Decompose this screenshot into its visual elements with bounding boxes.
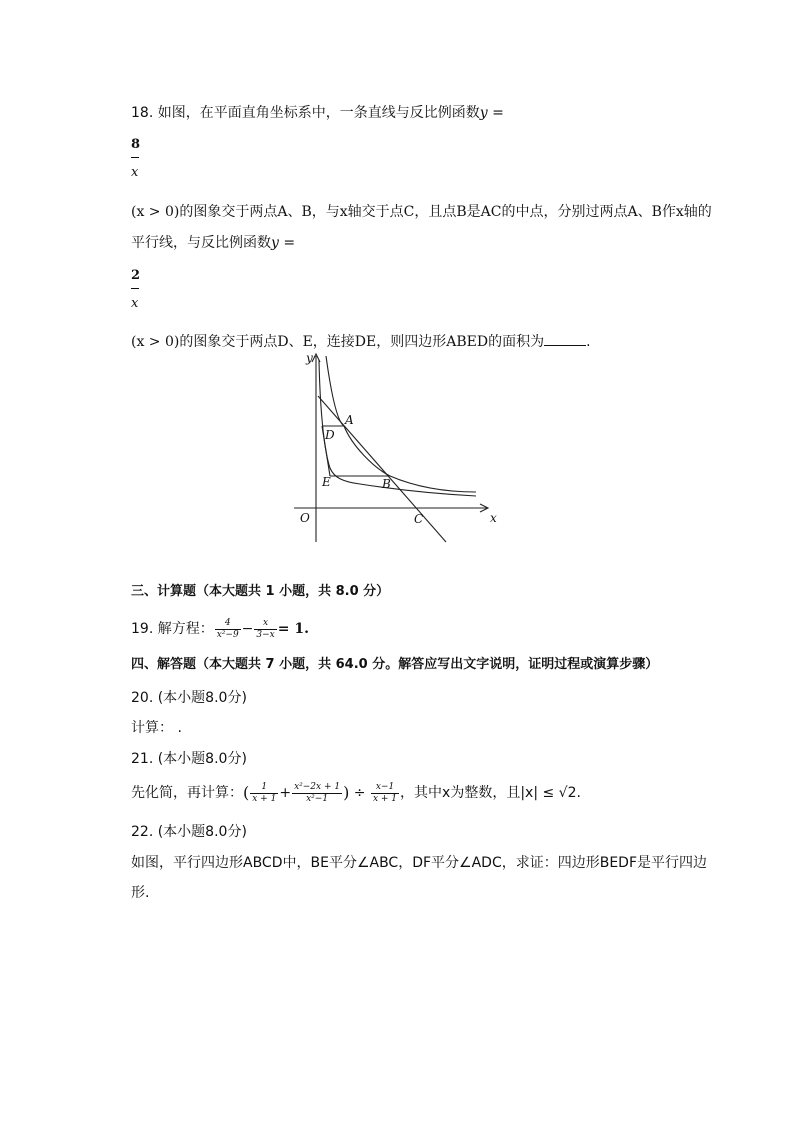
q21-frac3-num: x−1 — [371, 782, 399, 794]
frac1-numerator: 8 — [131, 137, 141, 152]
q21-plus: + — [279, 785, 292, 801]
q21-prefix: 先化简，再计算： — [131, 785, 243, 801]
q19-frac2 — [254, 618, 276, 641]
answer-blank[interactable] — [544, 333, 586, 346]
q19-frac1 — [215, 618, 241, 641]
q18-y-eq: y = — [479, 105, 504, 121]
q18-text4: (x > 0)的图象交于两点D、E，连接DE，则四边形ABED的面积为 — [131, 334, 545, 350]
q21-frac3-den: x + 1 — [372, 793, 398, 804]
frac1-denominator: x — [131, 165, 139, 180]
label-c: C — [414, 512, 424, 526]
frac2-denominator: x — [131, 296, 139, 311]
q18-line3 — [131, 234, 295, 252]
q21-left-paren: ( — [243, 783, 250, 802]
q18-y-eq2: y = — [271, 235, 296, 251]
fraction-bar — [131, 157, 139, 158]
label-x: x — [490, 511, 497, 525]
q19-prefix: 19. 解方程： — [131, 621, 214, 637]
section-3-title: 三、计算题（本大题共 1 小题，共 8.0 分） — [131, 584, 390, 599]
fraction-bar — [131, 288, 139, 289]
hyperbola-figure — [288, 350, 508, 550]
label-b: B — [382, 477, 391, 491]
q18-text1: 18. 如图，在平面直角坐标系中，一条直线与反比例函数 — [131, 105, 480, 121]
q19-frac2-den: 3−x — [256, 629, 275, 640]
q19-frac2-num: x — [254, 618, 276, 630]
q18-fraction-1 — [131, 137, 140, 180]
line-abc — [318, 396, 446, 542]
q18-line2 — [131, 203, 712, 221]
q21-frac2-den: x²−1 — [306, 793, 329, 804]
q21-right-paren: ) — [343, 783, 350, 802]
q20-body: 计算： . — [131, 720, 182, 736]
q21-frac1 — [250, 782, 278, 805]
q19-line — [131, 616, 309, 642]
frac2-numerator: 2 — [131, 268, 141, 283]
q21-frac1-den: x + 1 — [252, 793, 277, 804]
label-d: D — [325, 428, 335, 442]
q18-fraction-2 — [131, 268, 140, 311]
q18-line4 — [131, 333, 591, 351]
section-4-title: 四、解答题（本大题共 7 小题，共 64.0 分。解答应写出文字说明，证明过程或演算步骤） — [131, 657, 659, 672]
q22-line1: 如图，平行四边形ABCD中，BE平分∠ABC，DF平分∠ADC，求证：四边形BEDF是平行四边 — [131, 855, 708, 871]
q18-line1 — [131, 104, 504, 122]
label-a: A — [345, 413, 354, 427]
label-y: y — [306, 351, 313, 365]
q21-suffix: ，其中x为整数，且|x| ≤ √2. — [400, 785, 581, 801]
q21-frac1-num: 1 — [250, 782, 278, 794]
q19-frac1-num: 4 — [215, 618, 241, 630]
label-e: E — [322, 475, 331, 489]
q21-frac2-num: x²−2x + 1 — [294, 781, 341, 792]
q22-line2: 形. — [131, 885, 150, 901]
q22-head: 22. (本小题8.0分) — [131, 824, 247, 840]
q20-head: 20. (本小题8.0分) — [131, 690, 247, 706]
q21-divide: ÷ — [353, 785, 366, 801]
q18-text2: (x > 0)的图象交于两点A、B，与x轴交于点C，且点B是AC的中点，分别过两点A、B作x轴的 — [131, 204, 712, 220]
q21-frac3 — [371, 782, 399, 805]
q19-suffix: = 1. — [277, 621, 309, 637]
label-origin: O — [300, 511, 310, 525]
q21-line — [131, 778, 581, 808]
q19-minus: − — [241, 621, 254, 637]
q21-head: 21. (本小题8.0分) — [131, 751, 247, 767]
q18-text3: 平行线，与反比例函数 — [131, 235, 271, 251]
q19-frac1-den: x²−9 — [216, 629, 239, 640]
q21-frac2 — [292, 782, 342, 805]
q18-period: . — [586, 334, 591, 350]
